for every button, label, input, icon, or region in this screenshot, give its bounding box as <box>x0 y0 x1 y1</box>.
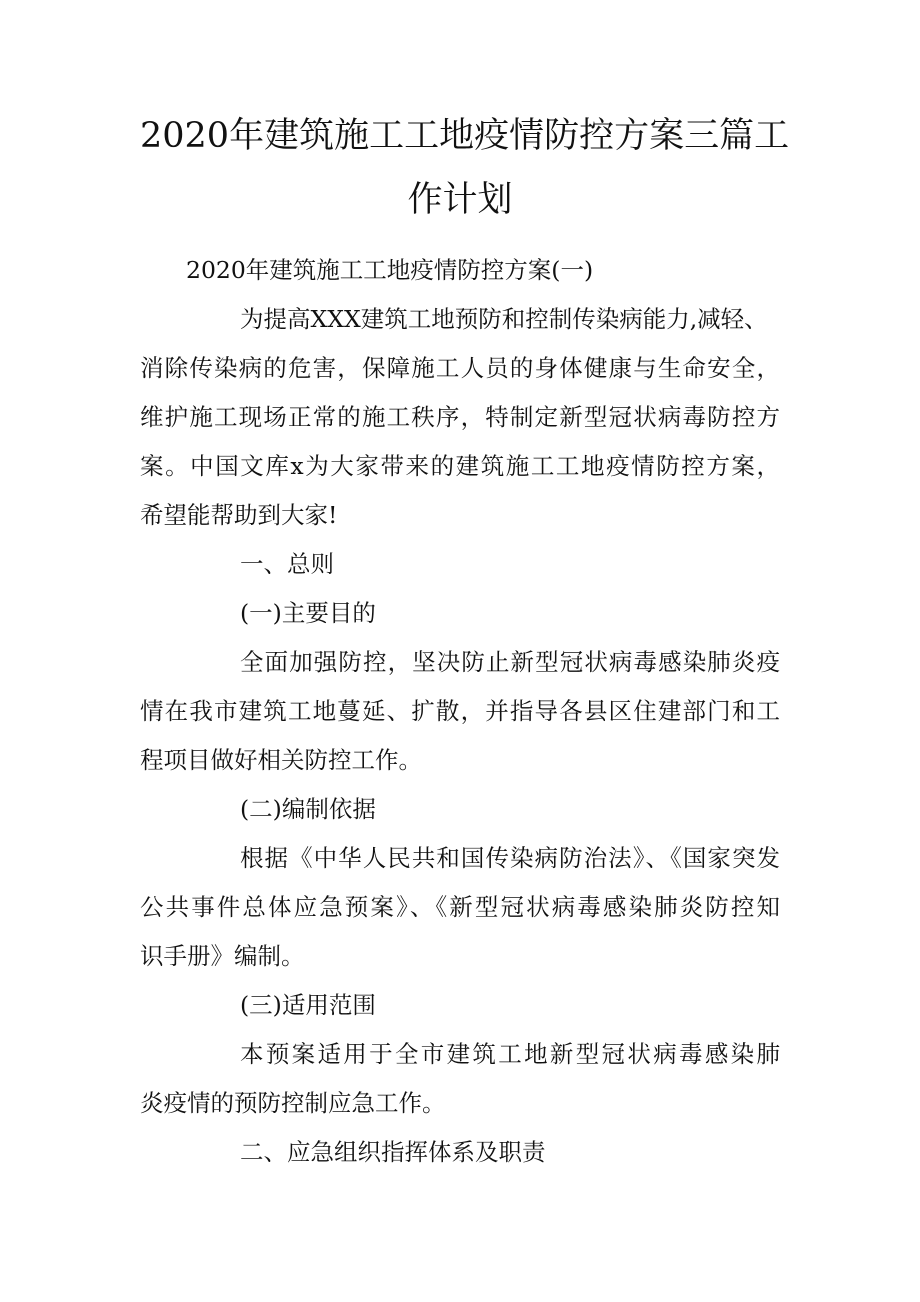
basis-line-2: 公共事件总体应急预案》、《新型冠状病毒感染肺炎防控知 <box>140 893 780 921</box>
intro-line-3: 维护施工现场正常的施工秩序，特制定新型冠状病毒防控方 <box>140 403 780 431</box>
subheading-main-purpose: (一)主要目的 <box>240 599 376 627</box>
section-heading-general: 一、总则 <box>240 550 334 578</box>
intro-line-4: 案。中国文库x为大家带来的建筑施工工地疫情防控方案， <box>140 452 780 480</box>
scope-line-2: 炎疫情的预防控制应急工作。 <box>140 1089 446 1117</box>
basis-line-3: 识手册》编制。 <box>140 942 305 970</box>
intro-line-5: 希望能帮助到大家! <box>140 501 338 529</box>
document-title-line-2: 作计划 <box>407 180 513 220</box>
intro-line-1: 为提高XXX建筑工地预防和控制传染病能力,减轻、 <box>240 305 768 333</box>
document-subtitle: 2020年建筑施工工地疫情防控方案(一) <box>186 256 594 284</box>
document-title-line-1: 2020年建筑施工工地疫情防控方案三篇工 <box>140 116 790 156</box>
purpose-line-3: 程项目做好相关防控工作。 <box>140 746 422 774</box>
purpose-line-1: 全面加强防控，坚决防止新型冠状病毒感染肺炎疫 <box>240 648 780 676</box>
subheading-basis: (二)编制依据 <box>240 795 376 823</box>
basis-line-1: 根据《中华人民共和国传染病防治法》、《国家突发 <box>240 844 780 872</box>
intro-line-2: 消除传染病的危害，保障施工人员的身体健康与生命安全， <box>140 354 780 382</box>
section-heading-command-system: 二、应急组织指挥体系及职责 <box>240 1138 546 1166</box>
purpose-line-2: 情在我市建筑工地蔓延、扩散，并指导各县区住建部门和工 <box>140 697 780 725</box>
subheading-scope: (三)适用范围 <box>240 991 376 1019</box>
scope-line-1: 本预案适用于全市建筑工地新型冠状病毒感染肺 <box>240 1040 780 1068</box>
